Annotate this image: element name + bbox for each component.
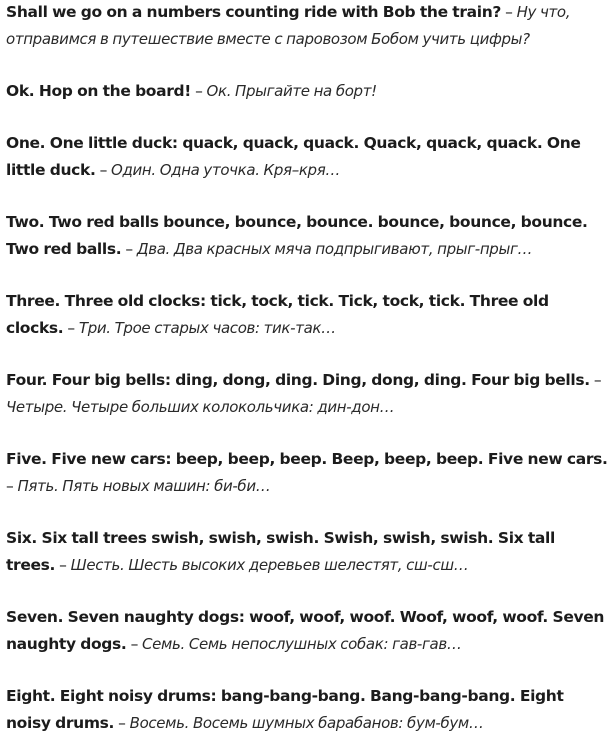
paragraph-one	[6, 130, 608, 184]
paragraph-six	[6, 525, 608, 579]
english-text: Three. Three old clocks: tick, tock, tick. Tick, tock, tick. Three old clocks.	[6, 292, 549, 337]
dash-separator: –	[593, 371, 602, 389]
paragraph-four	[6, 367, 608, 421]
paragraph-five	[6, 446, 608, 500]
english-text: Ok. Hop on the board!	[6, 82, 191, 100]
paragraph-intro	[6, 0, 608, 53]
russian-translation: Семь. Семь непослушных собак: гав-гав…	[142, 635, 462, 653]
english-text: Six. Six tall trees swish, swish, swish. Swish, swish, swish. Six tall trees.	[6, 529, 555, 574]
dash-separator: –	[118, 714, 126, 732]
dash-separator: –	[99, 161, 107, 179]
russian-translation: Один. Одна уточка. Кря–кря…	[111, 161, 341, 179]
dash-separator: –	[125, 240, 133, 258]
russian-translation: Восемь. Восемь шумных барабанов: бум-бум…	[129, 714, 484, 732]
dash-separator: –	[505, 3, 513, 21]
russian-translation: Два. Два красных мяча подпрыгивают, прыг-прыг…	[136, 240, 533, 258]
russian-translation: Три. Трое старых часов: тик-так…	[78, 319, 336, 337]
dash-separator: –	[6, 477, 14, 495]
paragraph-three	[6, 288, 608, 342]
english-text: Four. Four big bells: ding, dong, ding. Ding, dong, ding. Four big bells.	[6, 371, 590, 389]
dash-separator: –	[59, 556, 67, 574]
paragraph-seven	[6, 604, 608, 658]
paragraph-two	[6, 209, 608, 263]
russian-translation: Четыре. Четыре больших колокольчика: дин-дон…	[6, 398, 395, 416]
english-text: Shall we go on a numbers counting ride with Bob the train?	[6, 3, 502, 21]
russian-translation: Шесть. Шесть высоких деревьев шелестят, сш-сш…	[70, 556, 469, 574]
english-text: Two. Two red balls bounce, bounce, bounce. bounce, bounce, bounce. Two red balls.	[6, 213, 588, 258]
english-text: Five. Five new cars: beep, beep, beep. Beep, beep, beep. Five new cars.	[6, 450, 608, 468]
english-text: One. One little duck: quack, quack, quack. Quack, quack, quack. One little duck.	[6, 134, 581, 179]
english-text: Eight. Eight noisy drums: bang-bang-bang. Bang-bang-bang. Eight noisy drums.	[6, 687, 564, 732]
dash-separator: –	[195, 82, 203, 100]
english-text: Seven. Seven naughty dogs: woof, woof, woof. Woof, woof, woof. Seven naughty dogs.	[6, 608, 605, 653]
russian-translation: Ну что, отправимся в путешествие вместе с паровозом Бобом учить цифры?	[6, 3, 571, 48]
paragraph-eight	[6, 683, 608, 737]
dash-separator: –	[67, 319, 75, 337]
russian-translation: Пять. Пять новых машин: би-би…	[17, 477, 271, 495]
russian-translation: Ок. Прыгайте на борт!	[206, 82, 377, 100]
paragraph-hop-on	[6, 78, 608, 105]
dash-separator: –	[130, 635, 138, 653]
